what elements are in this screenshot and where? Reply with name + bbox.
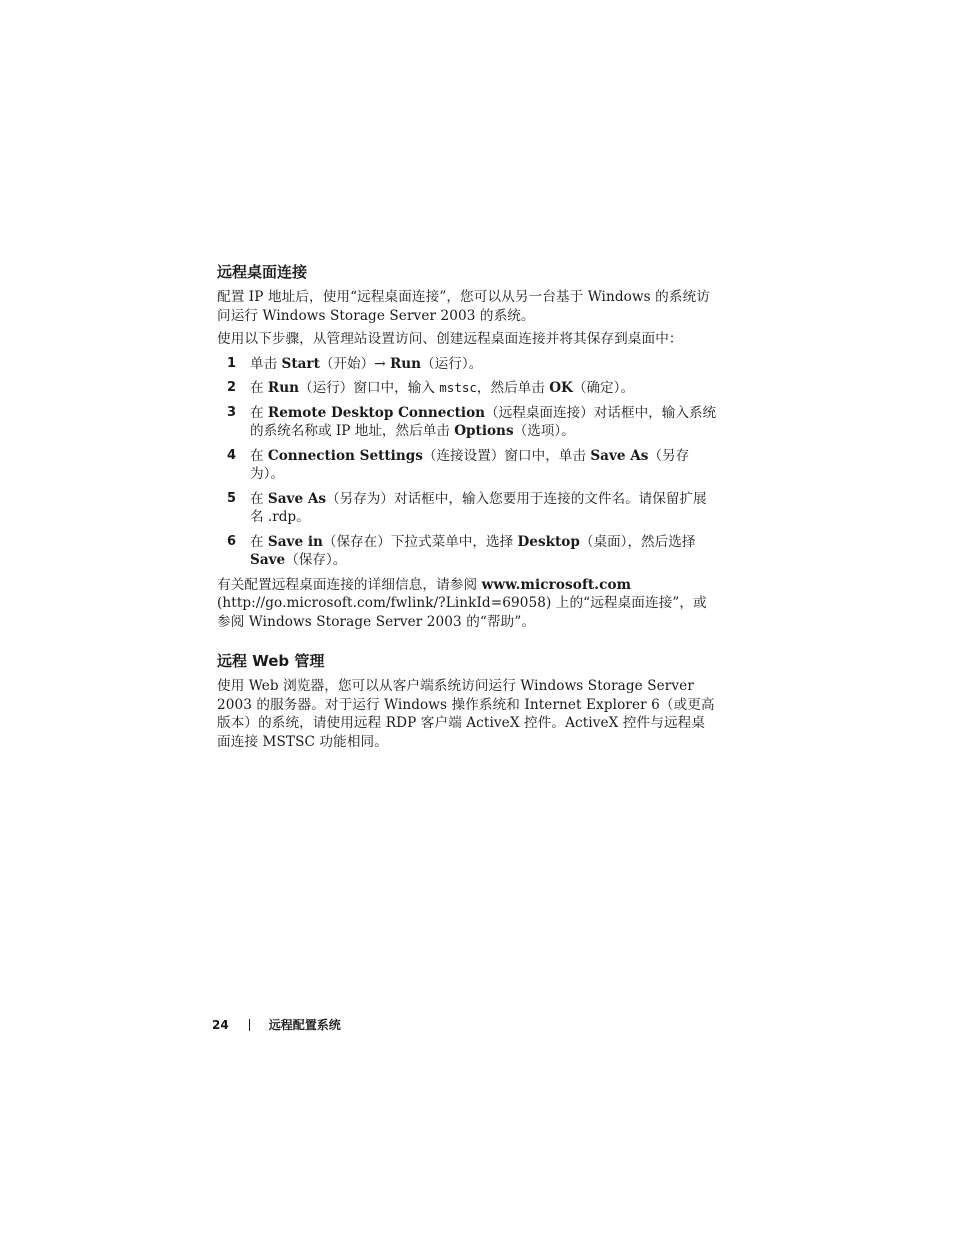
step-fragment: 在 [250, 447, 268, 464]
step-fragment: （运行）。 [421, 355, 483, 372]
step-fragment: （选项）。 [513, 423, 575, 439]
step-number: 6 [227, 533, 237, 549]
ui-term: Save in [267, 533, 323, 550]
ui-term: Run [389, 355, 422, 372]
ui-term: Save As [267, 490, 327, 507]
step-number: 2 [227, 380, 237, 395]
ui-term: OK [549, 380, 573, 396]
step-text [250, 355, 717, 374]
step-item [217, 533, 717, 570]
step-text [250, 533, 717, 570]
ui-term: Connection Settings [267, 447, 423, 464]
page-content [217, 262, 717, 756]
step-text [250, 447, 717, 484]
step-text [250, 404, 717, 441]
step-fragment: （保存在）下拉式菜单中，选择 [322, 533, 518, 550]
ui-term: Start [281, 355, 320, 372]
step-fragment: 在 [250, 404, 268, 421]
chapter-title: 远程配置系统 [268, 1018, 341, 1032]
ui-term: Remote Desktop Connection [267, 404, 486, 421]
footer-separator [249, 1019, 250, 1031]
step-fragment: （运行）窗口中，输入 [299, 380, 440, 396]
ui-term: Desktop [517, 533, 580, 550]
reference-suffix: (http://go.microsoft.com/fwlink/?LinkId=69058) 上的“远程桌面连接”，或参阅 Windows Storage Server 2003 的“帮助”。 [217, 595, 707, 630]
step-number: 1 [227, 355, 237, 371]
step-fragment: （确定）。 [572, 380, 635, 396]
step-item [217, 404, 717, 441]
step-item [217, 447, 717, 484]
step-item [217, 379, 717, 398]
page-number: 24 [212, 1017, 229, 1032]
step-fragment: （另存为）。 [250, 447, 690, 482]
steps-intro-paragraph: 使用以下步骤，从管理站设置访问、创建远程桌面连接并将其保存到桌面中： [217, 331, 683, 347]
intro-paragraph: 配置 IP 地址后，使用“远程桌面连接”，您可以从另一台基于 Windows 的系统访问运行 Windows Storage Server 2003 的系统。 [217, 289, 710, 324]
step-fragment: 在 [250, 533, 268, 550]
page-footer [212, 1016, 341, 1033]
step-fragment: 单击 [250, 355, 282, 372]
step-fragment: （另存为）对话框中，输入您要用于连接的文件名。请保留扩展名 .rdp。 [250, 490, 707, 525]
step-fragment: （远程桌面连接）对话框中，输入系统的系统名称或 IP 地址，然后单击 [250, 404, 717, 439]
section-heading-remote-desktop: 远程桌面连接 [217, 263, 308, 281]
step-fragment: 在 [250, 380, 268, 396]
step-fragment: （保存）。 [285, 552, 347, 568]
step-fragment: 在 [250, 490, 268, 507]
ui-term: Save [250, 552, 286, 568]
steps-list [217, 355, 717, 570]
step-fragment: （连接设置）窗口中，单击 [422, 447, 591, 464]
step-text [250, 490, 717, 527]
ui-term: Save As [590, 447, 649, 464]
step-item [217, 490, 717, 527]
step-fragment: ，然后单击 [476, 380, 550, 396]
step-fragment: （桌面），然后选择 [579, 533, 696, 550]
ui-term: Options [454, 423, 514, 439]
step-number: 3 [227, 404, 237, 420]
step-fragment: （开始）→ [319, 355, 390, 372]
step-number: 5 [227, 490, 237, 506]
reference-paragraph [217, 576, 717, 632]
section-heading-remote-web: 远程 Web 管理 [217, 652, 325, 670]
ui-term: Run [267, 380, 299, 396]
step-number: 4 [227, 447, 237, 463]
command-text: mstsc [439, 380, 477, 395]
web-admin-paragraph: 使用 Web 浏览器，您可以从客户端系统访问运行 Windows Storage Server 2003 的服务器。对于运行 Windows 操作系统和 Internet Explorer 6（或更高版本）的系统，请使用远程 RDP 客户端 ActiveX 控件。ActiveX 控件与远程桌面连接 MSTSC 功能相同。 [217, 678, 715, 750]
microsoft-link[interactable]: www.microsoft.com [481, 576, 632, 593]
step-item [217, 355, 717, 374]
step-text [250, 379, 717, 398]
reference-prefix: 有关配置远程桌面连接的详细信息，请参阅 [217, 576, 482, 593]
